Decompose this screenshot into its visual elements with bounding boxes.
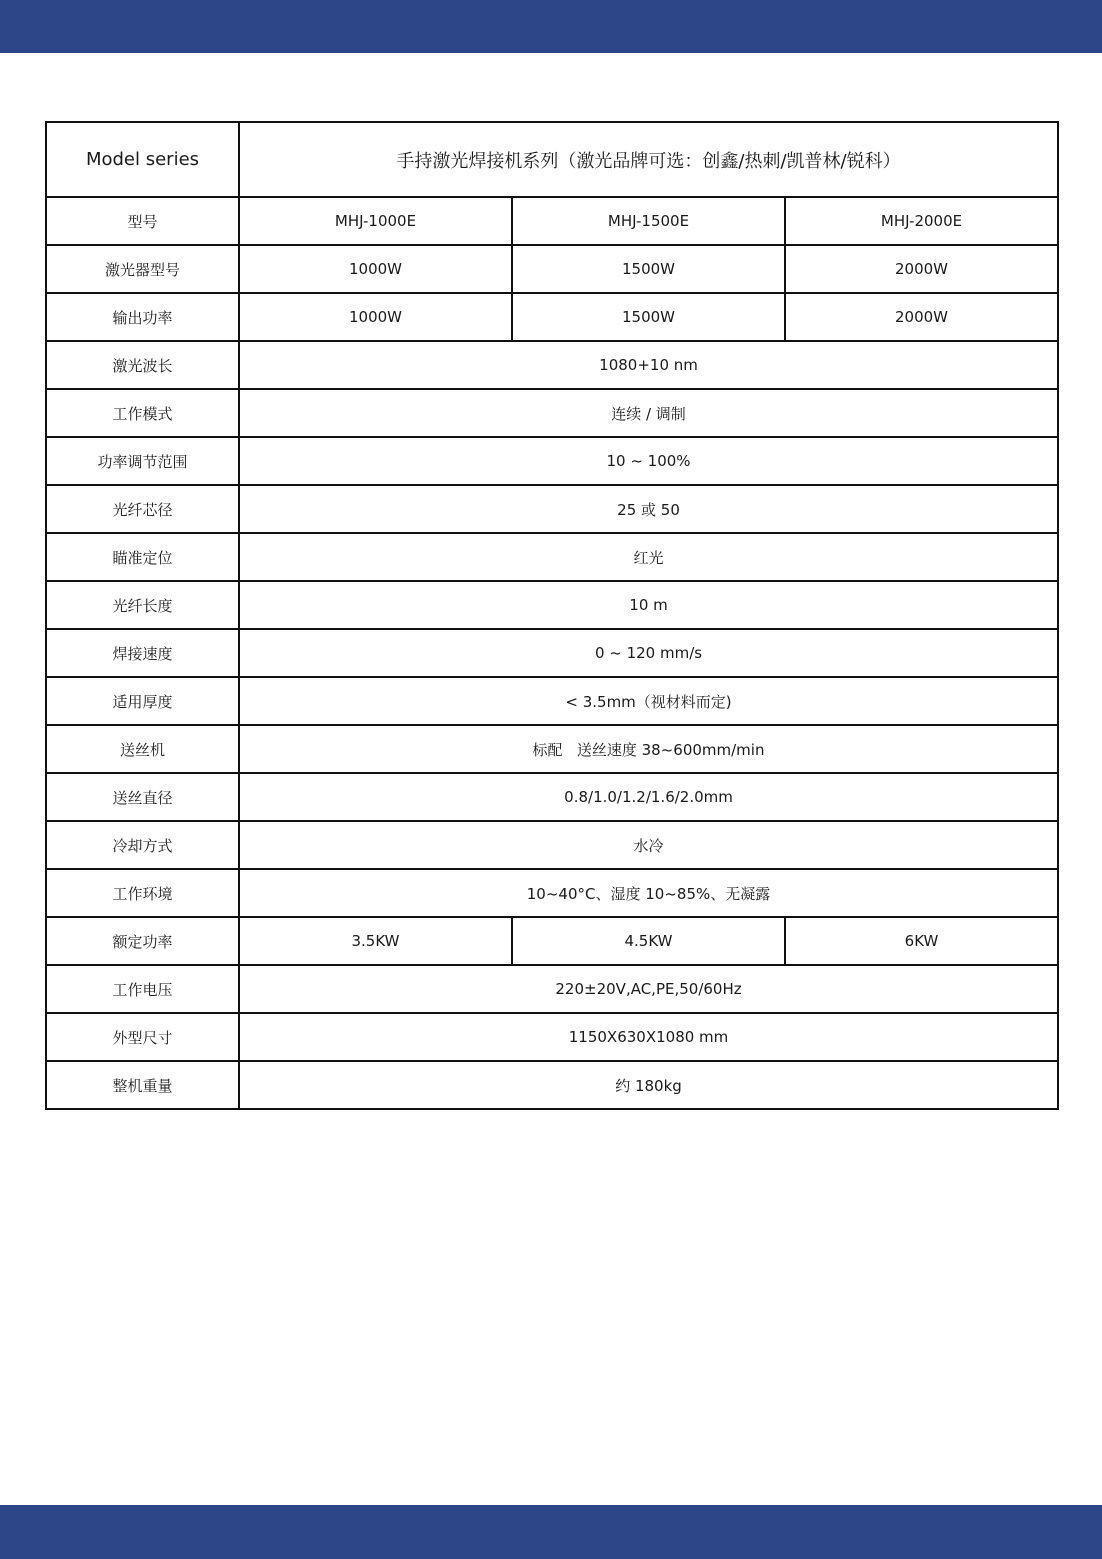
row-value: 6KW xyxy=(785,917,1058,965)
table-row xyxy=(46,917,1058,965)
table-row xyxy=(46,1061,1058,1109)
row-value: 0.8/1.0/1.2/1.6/2.0mm xyxy=(239,773,1058,821)
spec-table xyxy=(45,121,1059,1110)
row-value: MHJ-1500E xyxy=(512,197,785,245)
row-value: 1150X630X1080 mm xyxy=(239,1013,1058,1061)
table-row xyxy=(46,293,1058,341)
row-label: 工作电压 xyxy=(46,965,239,1013)
row-label: 整机重量 xyxy=(46,1061,239,1109)
row-label: 送丝机 xyxy=(46,725,239,773)
table-row xyxy=(46,197,1058,245)
table-header-row xyxy=(46,122,1058,197)
table-row xyxy=(46,869,1058,917)
row-value: MHJ-1000E xyxy=(239,197,512,245)
model-series-label: Model series xyxy=(46,122,239,197)
row-label: 激光波长 xyxy=(46,341,239,389)
table-row xyxy=(46,821,1058,869)
table-row xyxy=(46,533,1058,581)
table-row xyxy=(46,437,1058,485)
row-value: 2000W xyxy=(785,293,1058,341)
row-label: 功率调节范围 xyxy=(46,437,239,485)
row-value: 红光 xyxy=(239,533,1058,581)
row-label: 光纤芯径 xyxy=(46,485,239,533)
row-value: 220±20V,AC,PE,50/60Hz xyxy=(239,965,1058,1013)
row-value: 标配 送丝速度 38~600mm/min xyxy=(239,725,1058,773)
table-row xyxy=(46,389,1058,437)
row-label: 光纤长度 xyxy=(46,581,239,629)
row-label: 工作模式 xyxy=(46,389,239,437)
row-label: 瞄准定位 xyxy=(46,533,239,581)
row-label: 外型尺寸 xyxy=(46,1013,239,1061)
row-value: 1000W xyxy=(239,245,512,293)
row-value: 4.5KW xyxy=(512,917,785,965)
row-label: 额定功率 xyxy=(46,917,239,965)
row-value: 25 或 50 xyxy=(239,485,1058,533)
row-value: 1500W xyxy=(512,245,785,293)
row-value: 10 m xyxy=(239,581,1058,629)
row-value: 连续 / 调制 xyxy=(239,389,1058,437)
row-value: 3.5KW xyxy=(239,917,512,965)
row-label: 激光器型号 xyxy=(46,245,239,293)
table-row xyxy=(46,629,1058,677)
table-row xyxy=(46,773,1058,821)
row-value: 0 ~ 120 mm/s xyxy=(239,629,1058,677)
table-row xyxy=(46,1013,1058,1061)
row-value: 1080+10 nm xyxy=(239,341,1058,389)
row-value: 约 180kg xyxy=(239,1061,1058,1109)
row-label: 输出功率 xyxy=(46,293,239,341)
row-value: 2000W xyxy=(785,245,1058,293)
table-row xyxy=(46,725,1058,773)
row-value: 10~40°C、湿度 10~85%、无凝露 xyxy=(239,869,1058,917)
row-label: 工作环境 xyxy=(46,869,239,917)
row-value: < 3.5mm（视材料而定) xyxy=(239,677,1058,725)
row-label: 冷却方式 xyxy=(46,821,239,869)
table-row xyxy=(46,965,1058,1013)
row-label: 型号 xyxy=(46,197,239,245)
row-label: 焊接速度 xyxy=(46,629,239,677)
row-value: 水冷 xyxy=(239,821,1058,869)
row-value: 1500W xyxy=(512,293,785,341)
row-value: 10 ~ 100% xyxy=(239,437,1058,485)
row-value: 1000W xyxy=(239,293,512,341)
table-row xyxy=(46,245,1058,293)
series-title: 手持激光焊接机系列（激光品牌可选：创鑫/热刺/凯普林/锐科） xyxy=(239,122,1058,197)
table-row xyxy=(46,581,1058,629)
header-brand-bar xyxy=(0,0,1102,53)
row-label: 送丝直径 xyxy=(46,773,239,821)
row-label: 适用厚度 xyxy=(46,677,239,725)
row-value: MHJ-2000E xyxy=(785,197,1058,245)
footer-brand-bar xyxy=(0,1505,1102,1559)
table-row xyxy=(46,341,1058,389)
table-row xyxy=(46,677,1058,725)
table-row xyxy=(46,485,1058,533)
